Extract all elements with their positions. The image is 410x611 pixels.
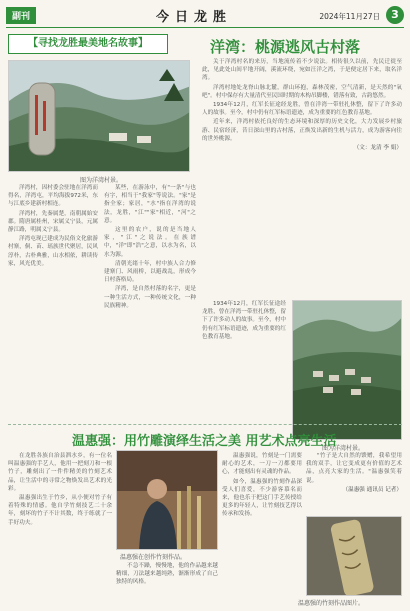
paragraph: 洋湾村，因村委会驻地在洋湾而得名，洋湾屯，平均海拔972米，东与江底乡建新村相连。: [8, 185, 98, 208]
second-headline: 温惠强：用竹雕演绎生活之美 用艺术点亮生活: [72, 434, 337, 449]
photo-caption: 图为洋湾村景。: [80, 177, 123, 184]
second-column-3: [222, 452, 302, 604]
paragraph: 某些，在游泳中，有"一条"与也有字，相当于"我家"等说法。"家"是指全家；家居，"水"指在洋湾的说法，龙胜，"江""家"相近，"河"之意。: [104, 185, 196, 224]
byline: （文：龙清 李 娟）: [353, 145, 402, 152]
paragraph: 关于洋湾村名的来历，当地流传着不少说法。相传很久以前，先民迁徙至此，见此处山间平地开阔，溪流环绕，宛如汪洋之湾，于是便定居下来，取名洋湾。: [202, 59, 402, 82]
feature-column-4: [202, 300, 286, 420]
paragraph: 洋湾，是自然村落的名字，更是一种生活方式，一种传统文化，一种民族精神。: [104, 286, 196, 309]
issue-date: 2024年11月27日: [319, 12, 380, 21]
column-banner: 【寻找龙胜最美地名故事】: [8, 34, 168, 54]
bamboo-carving-photo: [306, 516, 402, 596]
byline: （温惠强 通讯员 记者）: [342, 486, 402, 493]
feature-column-2: [104, 184, 196, 420]
paragraph: 1934年12月，红军长征途经龙胜，曾在洋湾一带驻扎休整，留下了许多动人的故事。至今，村中仍有红军标语遗迹，成为重要的红色教育基地。: [202, 301, 286, 340]
newspaper-title: 今日龙胜: [156, 10, 233, 25]
page-number: 3: [386, 6, 404, 24]
paragraph: 温惠强说，竹刻是一门需要耐心的艺术，一刀一刀都要用心，才能刻出有灵魂的作品。: [222, 453, 302, 476]
photo-caption: 温惠强的竹刻作品图片。: [298, 600, 365, 607]
paragraph: 如今，温惠强的竹刻作品深受人们喜爱，不少游客慕名而来，他也乐于把这门手艺传授给更多的年轻人，让竹刻技艺得以传承和发扬。: [222, 478, 302, 518]
second-column-1: [8, 452, 112, 602]
village-photo: [8, 60, 190, 172]
section-label: 副刊: [6, 7, 36, 24]
photo-caption: 图为洋湾村景。: [322, 445, 365, 452]
paragraph: 近年来，洋湾村依托良好的生态环境和深厚的历史文化，大力发展乡村旅游、民宿经济，昔日深山里的古村落，正焕发出新的生机与活力，成为游客向往的世外桃源。: [202, 119, 402, 142]
craftsman-photo: [116, 450, 218, 550]
paragraph: 温惠强出生于竹乡，从小便对竹子有着特殊的情感。他自学竹刻技艺二十余年，刻坏的竹子不计其数，终于练就了一手好功夫。: [8, 495, 112, 526]
paragraph: 洋湾屯现已建成为民俗文化旅游村寨，侗、苗、瑶族世代聚居，民风淳朴，古朴典雅，山水相依，耕读传家，风光优美。: [8, 236, 98, 267]
second-column-2: [116, 562, 218, 606]
masthead: [6, 4, 404, 28]
paragraph: 洋湾村，先秦属楚，南朝属始安郡。隋唐属桂州，宋属义宁县，元属静江路，明属义宁县。: [8, 210, 98, 234]
feature-column-1: [8, 184, 98, 420]
paragraph: 清朝光绪十年，村中族人合力修建寨门、风雨桥，以避战乱，形成今日村落格局。: [104, 260, 196, 284]
feature-column-3: [202, 58, 402, 294]
paragraph: 在龙胜各族自治县泗水乡，有一位名叫温惠强的手艺人，他用一把刻刀和一根竹子，雕刻出了一件件精美的竹刻艺术品，让生活中的寻常之物焕发出艺术的光彩。: [8, 453, 112, 492]
feature-headline: 洋湾：桃源逃风古村落: [210, 38, 361, 56]
paragraph: "竹子是大自然的馈赠，我希望用我的双手，让它变成更有价值的艺术品，点亮大家的生活。"温惠强笑着说。: [306, 453, 402, 484]
paragraph: 不急不躁，慢慢地，他的作品越来越精细，刀法越来越纯熟，渐渐形成了自己独特的风格。: [116, 563, 218, 586]
paragraph: 洋湾村地处龙脊山脉北麓，群山环抱，森林茂密，空气清新，是天然的"氧吧"。村中保存有大量清代至民国时期的木构吊脚楼，错落有致，古韵悠然。: [202, 84, 402, 99]
paragraph: 这里的农户，说的是当地人家，"江"之说法。在族谱中，"洋"即"浩"之意，以水为名，以水为源。: [104, 227, 196, 258]
section-divider: [8, 424, 402, 425]
photo-caption: 温惠强在创作竹刻作品。: [120, 554, 187, 561]
terrace-photo: [292, 300, 402, 440]
paragraph: 1934年12月，红军长征途经龙胜，曾在洋湾一带驻扎休整，留下了许多动人的故事。至今，村中仍有红军标语遗迹，成为重要的红色教育基地。: [202, 102, 402, 117]
second-column-4: [306, 452, 402, 514]
